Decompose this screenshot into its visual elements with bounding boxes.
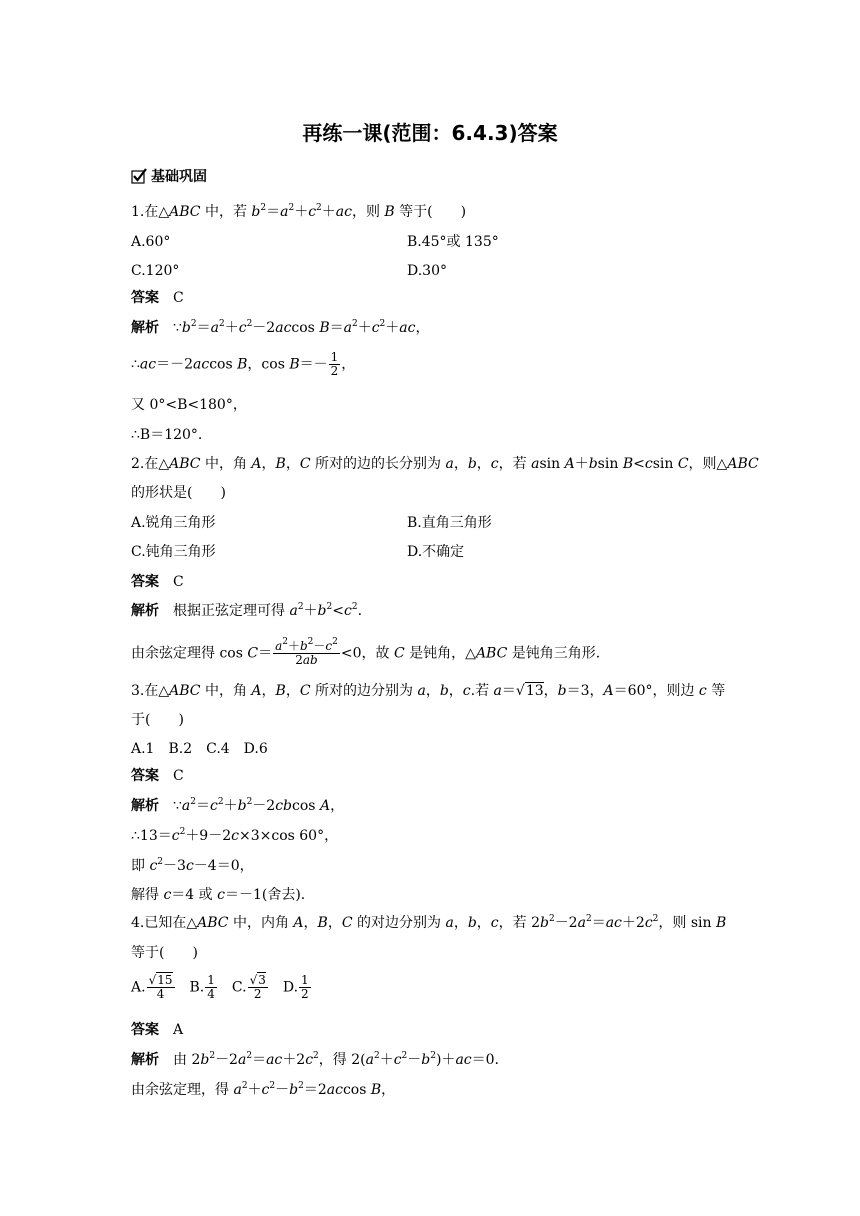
q4-stem-1: 4.已知在△ABC 中，内角 A，B，C 的对边分别为 a，b，c，若 $2b^2-2a^2=ac+2c^2$，则 sin B bbox=[131, 914, 727, 931]
q1-answer: 答案 C bbox=[131, 290, 184, 306]
q3-analysis-3: 即 $c^2-3c-4=0$， bbox=[131, 857, 254, 874]
q1-analysis-3: 又 0°<B<180°， bbox=[131, 397, 247, 413]
q3-analysis-4: 解得 c＝4 或 c＝－1(舍去). bbox=[131, 887, 306, 903]
q3-stem-2: 于( ) bbox=[131, 712, 184, 728]
q3-options: A.1 B.2 C.4 D.6 bbox=[131, 741, 268, 757]
q4-options: A. $\frac{√15}{4}$ B. $\frac{1}{4}$ C. $\frac{√3}{2}$ D. $\frac{1}{2}$ bbox=[131, 973, 309, 1001]
q4-answer: 答案 A bbox=[131, 1022, 184, 1038]
q3-answer: 答案 C bbox=[131, 768, 184, 784]
q2-option-a: A.锐角三角形 bbox=[131, 515, 216, 531]
section-heading bbox=[131, 166, 207, 186]
q1-option-d: D.30° bbox=[407, 263, 447, 279]
q2-stem-1: 2.在△ABC 中，角 A，B，C 所对的边的长分别为 a，b，c，若 asin A＋bsin B<csin C，则△ABC bbox=[131, 456, 759, 472]
q3-stem-1: 3.在△ABC 中，角 A，B，C 所对的边分别为 a，b，c.若 a＝√13，b＝3，A＝60°，则边 c 等 bbox=[131, 683, 726, 699]
q2-option-d: D.不确定 bbox=[407, 544, 465, 560]
q2-analysis-2: 由余弦定理得 cos C＝ $\frac{a^2+b^2-c^2}{2ab}$ <0，故 C 是钝角，△ABC 是钝角三角形. bbox=[131, 637, 601, 667]
q1-analysis-1: 解析 $\because b^2=a^2+c^2-2accos$ $B=a^2+c^2+ac$， bbox=[131, 319, 430, 336]
q2-option-b: B.直角三角形 bbox=[407, 515, 492, 531]
q3-analysis-2: $\therefore 13=c^2+9-2c\times 3\times\cos$ 60°， bbox=[131, 827, 339, 844]
page-title: 再练一课(范围：6.4.3)答案 bbox=[302, 121, 558, 145]
q1-analysis-4: ∴B＝120°. bbox=[131, 427, 203, 443]
q4-stem-2: 等于( ) bbox=[131, 945, 198, 961]
q1-stem: 1.在△ABC 中，若 $b^2=a^2+c^2+ac$，则 B 等于( ) bbox=[131, 203, 467, 220]
q4-analysis-1: 解析 由 $2b^2-2a^2=ac+2c^2$，得 $2(a^2+c^2-b^2)+ac=0$. bbox=[131, 1051, 499, 1068]
q3-analysis-1: 解析 $\because a^2=c^2+b^2-2cbcos$ A， bbox=[131, 797, 345, 814]
q2-answer: 答案 C bbox=[131, 574, 184, 590]
q1-option-b: B.45°或 135° bbox=[407, 234, 499, 250]
q2-analysis-1: 解析 根据正弦定理可得 $a^2+b^2<c^2$. bbox=[131, 602, 363, 619]
q2-stem-2: 的形状是( ) bbox=[131, 485, 226, 501]
checkbox-icon bbox=[131, 168, 147, 184]
section-title: 基础巩固 bbox=[151, 169, 207, 185]
q2-option-c: C.钝角三角形 bbox=[131, 544, 216, 560]
q1-option-a: A.60° bbox=[131, 234, 171, 250]
q4-analysis-2: 由余弦定理，得 $a^2+c^2-b^2=2accos$ B， bbox=[131, 1081, 396, 1098]
q1-analysis-2: ∴ac＝－2accos B，cos B＝－ $\frac{1}{2}$ ， bbox=[131, 350, 356, 378]
q1-option-c: C.120° bbox=[131, 263, 180, 279]
